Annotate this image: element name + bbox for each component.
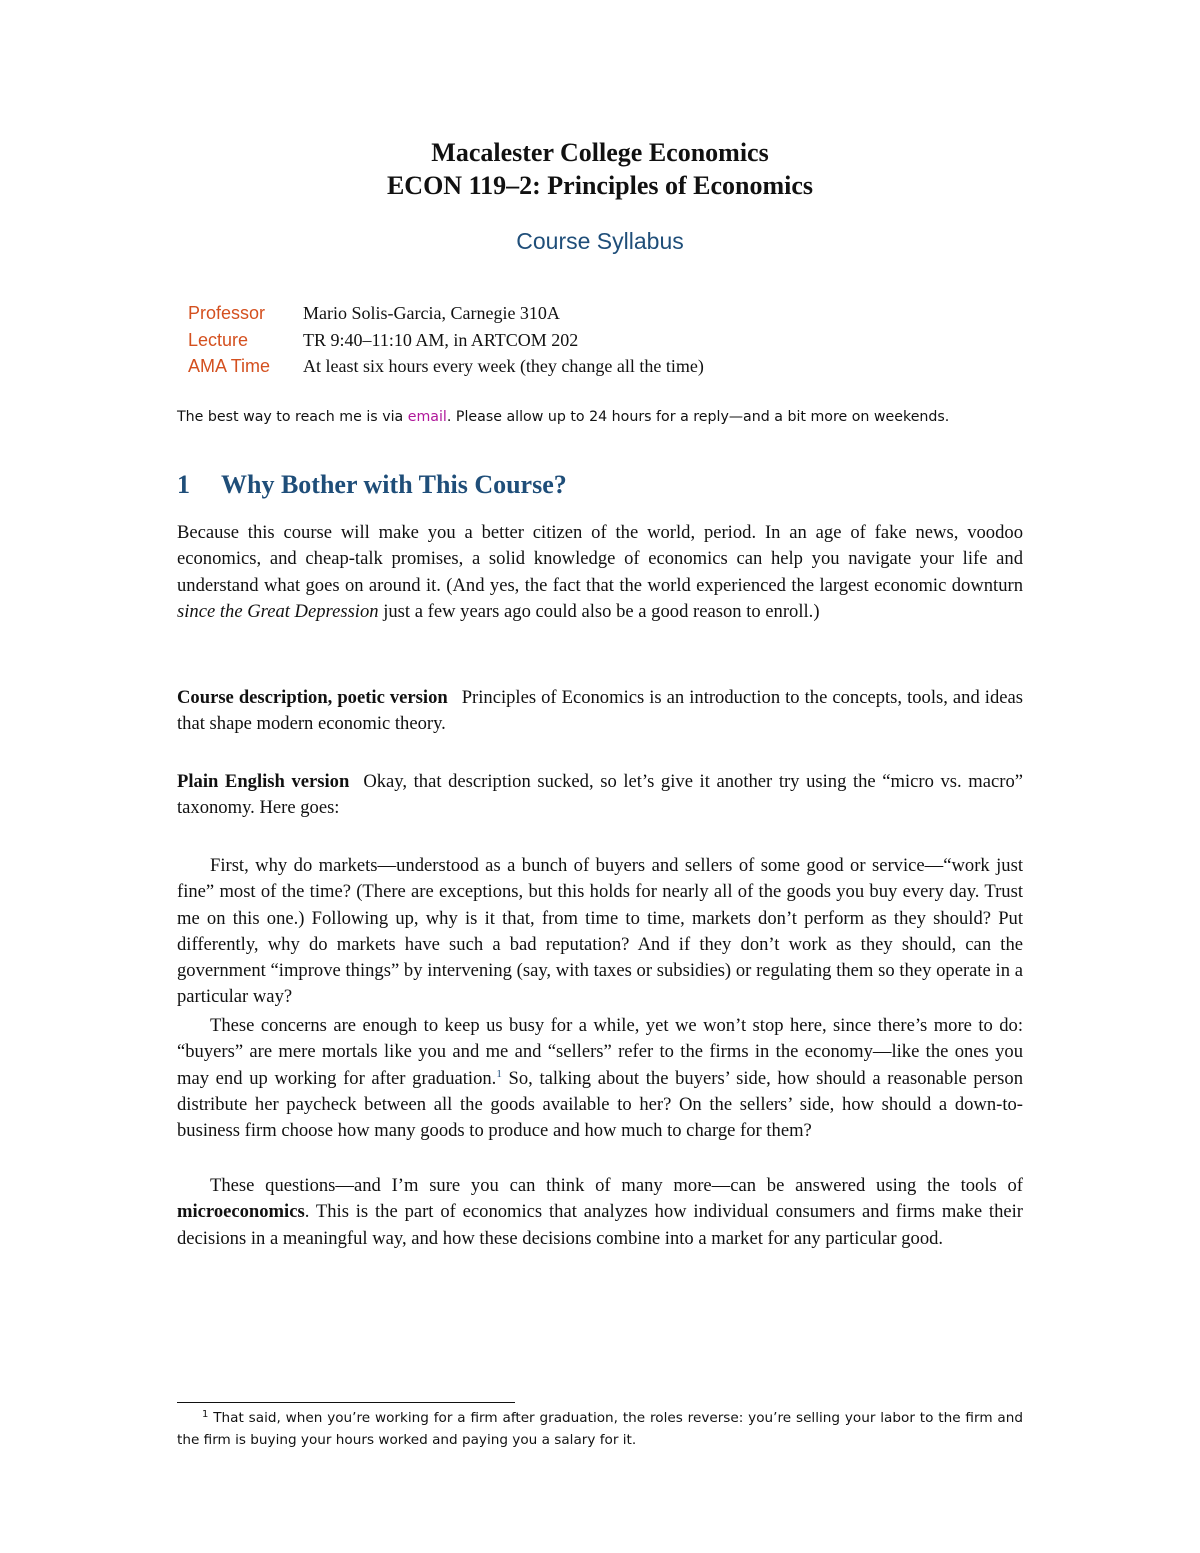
intro-paragraph [177, 520, 1023, 625]
body-paragraph: First, why do markets—understood as a bunch of buyers and sellers of some good or service—“work just fine” most of the time? (There are exceptions, but this holds for nearly all of the goods you buy every day. Trust me on this one.) Following up, why is it that, from time to time, markets don’t perform as they should? Put differently, why do markets have such a bad reputation? And if they don’t work as they should, can the government “improve things” by intervening (say, with taxes or subsidies) or regulating them so they operate in a particular way? [177, 855, 1023, 1008]
section-number: 1 [177, 470, 190, 499]
footnote-divider [177, 1402, 515, 1403]
plain-english-paragraph [177, 769, 1023, 822]
info-value: TR 9:40–11:10 AM, in ARTCOM 202 [303, 329, 579, 350]
section-heading [177, 470, 567, 500]
info-row-ama-time [188, 356, 704, 383]
info-row-professor [188, 303, 704, 330]
institution-title: Macalester College Economics [431, 138, 769, 167]
body-text: . This is the part of economics that analyzes how individual consumers and firms make their decisions in a meaningful way, and how these decisions combine into a market for any particular good. [177, 1201, 1023, 1249]
bold-term: microeconomics [177, 1201, 305, 1223]
footnote-marker: 1 [202, 1409, 209, 1420]
info-label: Lecture [188, 329, 249, 350]
contact-text-before: The best way to reach me is via [177, 409, 408, 425]
info-label: AMA Time [188, 356, 271, 376]
footnote-text: That said, when you’re working for a firm after graduation, the roles reverse: you’re selling your labor to the firm and the firm is buying your hours worked and paying you a salary for it. [177, 1410, 1023, 1448]
intro-text-end: just a few years ago could also be a good reason to enroll.) [378, 600, 820, 622]
body-text: These concerns are enough to keep us busy for a while, yet we won’t stop here, since there’s more to do: “buyers” are mere mortals like you and me and “sellers” refer to the firms in the economy—like the ones you may end up working for after graduation. [177, 1015, 1023, 1089]
intro-emphasis: since the Great Depression [177, 600, 379, 622]
intro-text: Because this course will make you a better citizen of the world, period. In an age of fake news, voodoo economics, and cheap-talk promises, a solid knowledge of economics can help you navigate your life and understand what goes on around it. (And yes, the fact that the world experienced the largest economic downturn [177, 522, 1023, 596]
info-value: Mario Solis-Garcia, Carnegie 310A [303, 303, 560, 323]
plain-english-text: Okay, that description sucked, so let’s give it another try using the “micro vs. macro” taxonomy. Here goes: [177, 771, 1023, 819]
section-title: Why Bother with This Course? [221, 470, 567, 499]
footnote [177, 1407, 1023, 1451]
course-info-table [188, 303, 704, 383]
document-subtitle: Course Syllabus [516, 228, 684, 254]
body-text: These questions—and I’m sure you can think of many more—can be answered using the tools of [210, 1175, 1023, 1196]
body-paragraph [177, 1013, 1023, 1144]
info-label: Professor [188, 303, 266, 323]
body-text: So, talking about the buyers’ side, how should a reasonable person distribute her paycheck between all the goods available to her? On the sellers’ side, how should a down-to-business firm choose how many goods to produce and how much to charge for them? [177, 1067, 1024, 1142]
course-title: ECON 119–2: Principles of Economics [386, 171, 814, 200]
contact-note [177, 409, 1037, 425]
info-row-lecture [188, 330, 704, 357]
body-paragraph [177, 1173, 1023, 1252]
info-value: At least six hours every week (they change all the time) [303, 356, 704, 376]
description-heading: Course description, poetic version [177, 687, 448, 708]
footnote-reference[interactable]: 1 [496, 1067, 502, 1080]
contact-text-after: . Please allow up to 24 hours for a reply—and a bit more on weekends. [446, 409, 950, 425]
description-text: Principles of Economics is an introduction to the concepts, tools, and ideas that shape modern economic theory. [177, 687, 1023, 735]
course-description-paragraph [177, 685, 1023, 738]
email-link[interactable]: email [407, 409, 447, 425]
plain-english-heading: Plain English version [177, 771, 350, 792]
